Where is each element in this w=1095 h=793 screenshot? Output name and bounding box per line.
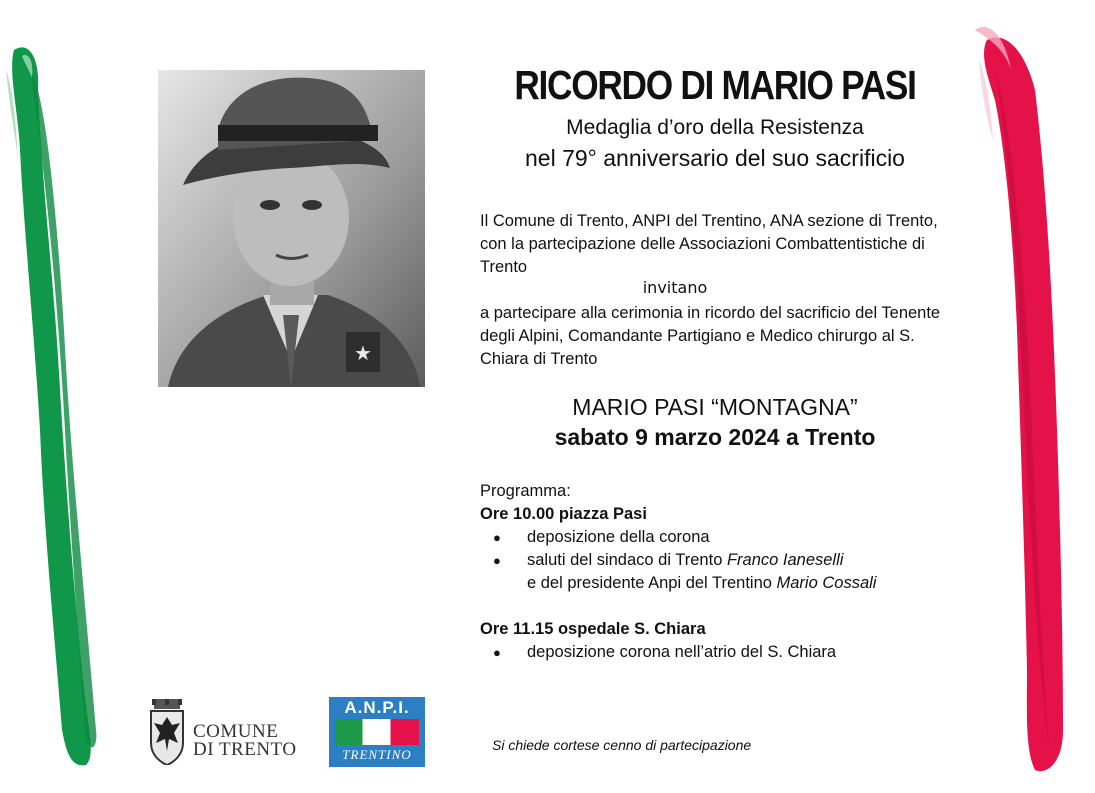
program-item: ● deposizione della corona (480, 526, 950, 549)
program-item-text: e del presidente Anpi del Trentino (527, 574, 777, 592)
subtitle-medal: Medaglia d’oro della Resistenza (566, 116, 864, 139)
president-name: Mario Cossali (776, 574, 877, 592)
program-item (480, 549, 950, 572)
comune-logo-line1: COMUNE (193, 721, 279, 742)
comune-logo-line2: DI TRENTO (193, 739, 297, 760)
intro-paragraph: Il Comune di Trento, ANPI del Trentino, ANA sezione di Trento, con la partecipazione delle Associazioni Combattentistiche di Trento (480, 212, 938, 276)
anpi-logo-bottom: TRENTINO (342, 747, 412, 762)
portrait-photo (158, 70, 425, 387)
program-label: Programma: (480, 482, 571, 500)
anpi-trentino-logo (329, 697, 425, 767)
mayor-name: Franco Ianeselli (726, 551, 844, 569)
eagle-coat-of-arms-icon (148, 699, 186, 765)
svg-text:★: ★ (354, 341, 372, 365)
rsvp-note: Si chiede cortese cenno di partecipazione (492, 737, 752, 753)
subtitle-anniversary: nel 79° anniversario del suo sacrificio (525, 145, 905, 171)
program-item-continuation (480, 572, 950, 595)
event-date: sabato 9 marzo 2024 a Trento (554, 424, 876, 450)
program-heading-2: Ore 11.15 ospedale S. Chiara (480, 620, 706, 638)
invite-paragraph: a partecipare alla cerimonia in ricordo del sacrificio del Tenente degli Alpini, Comandante Partigiano e Medico chirurgo al S. Chiara di Trento (480, 304, 941, 368)
anpi-flag-band (335, 719, 419, 745)
program-heading-1: Ore 10.00 piazza Pasi (480, 505, 647, 523)
page-title: RICORDO DI MARIO PASI (514, 62, 916, 108)
comune-di-trento-logo (145, 697, 310, 767)
event-name: MARIO PASI “MONTAGNA” (572, 394, 858, 420)
anpi-logo-top: A.N.P.I. (344, 698, 410, 717)
program-item: ● deposizione corona nell’atrio del S. Chiara (480, 641, 950, 664)
program-item-text: saluti del sindaco di Trento (527, 551, 727, 569)
green-flag-stripe (0, 30, 130, 770)
invitano-word: invitano (642, 278, 708, 297)
program-section (480, 480, 950, 664)
spacer (480, 595, 950, 618)
